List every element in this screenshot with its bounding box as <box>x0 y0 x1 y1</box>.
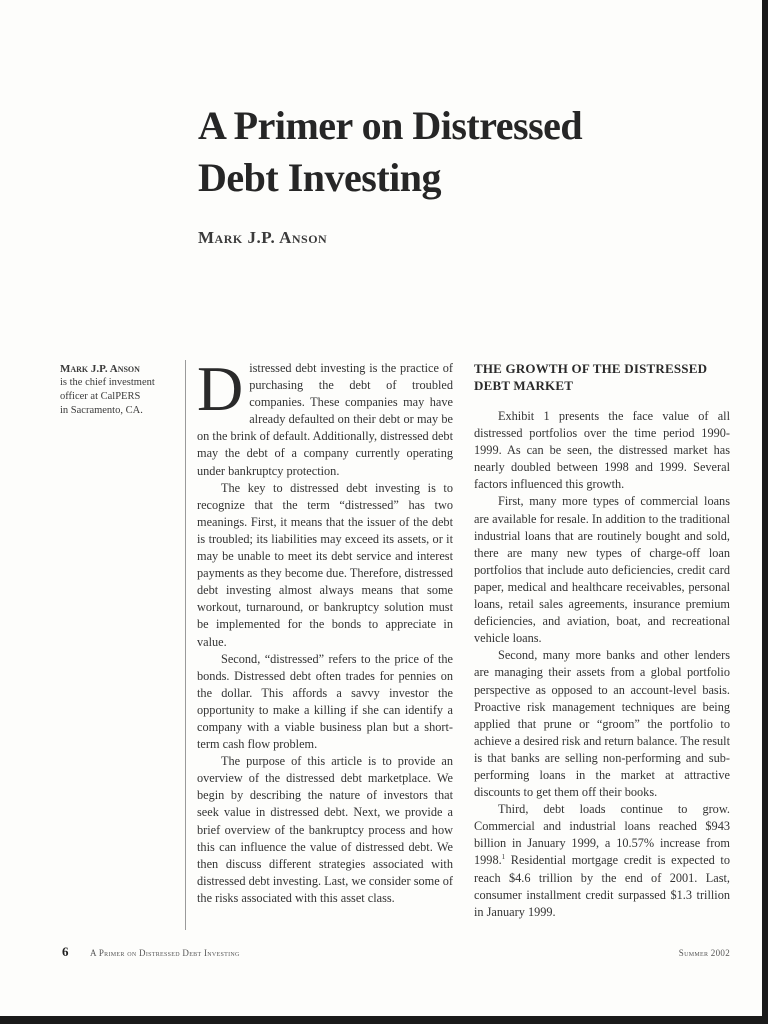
body-paragraph-text: Third, debt loads continue to grow. Commercial and industrial loans reached $943 billion in January 1999, a 10.57% increase from 1998. <box>474 802 730 868</box>
author-bio-line: officer at CalPERS <box>60 391 141 402</box>
footnote-marker[interactable]: 1 <box>501 853 506 862</box>
body-paragraph: Second, many more banks and other lenders are managing their assets from a global portfolio perspective as opposed to an account-level basis. Proactive risk management techniques are being applied that prune or “groom” the portfolio to achieve a desired risk and return balance. The result is that banks are selling non-performing and sub-performing loans in the market at attractive discounts to get them off their books. <box>474 648 730 800</box>
author-bio-name: Mark J.P. Anson <box>60 363 140 375</box>
running-title: A Primer on Distressed Debt Investing <box>90 948 240 958</box>
body-paragraph: First, many more types of commercial loans are available for resale. In addition to the traditional industrial loans that are routinely bought and sold, there are many new types of charge-off loan portfolios that include auto deficiencies, credit card paper, medical and healthcare receivables, personal loans, retail sales agreements, insurance premium deficiencies, and aviation, boat, and recreational vehicle loans. <box>474 494 730 646</box>
body-paragraph <box>474 801 730 921</box>
title-line-1: A Primer on Distressed <box>198 103 583 148</box>
body-paragraph-text: Residential mortgage credit is expected to reach $4.6 trillion by the end of 2001. Last, consumer installment credit surpassed $1.3 trillion in January 1999. <box>474 853 730 919</box>
body-paragraph: The purpose of this article is to provide an overview of the distressed debt marketplace. We begin by describing the nature of investors that seek value in distressed debt. Next, we provide a brief overview of the bankruptcy process and how this can influence the value of distressed debt. We then discuss different strategies associated with distressed debt investing. Last, we consider some of the risks associated with this asset class. <box>197 754 453 905</box>
author-byline: Mark J.P. Anson <box>198 228 328 247</box>
author-bio-line: in Sacramento, CA. <box>60 405 143 416</box>
author-bio <box>60 362 178 418</box>
title-line-2: Debt Investing <box>198 155 442 200</box>
page-number: 6 <box>62 944 69 959</box>
issue-label: Summer 2002 <box>678 948 730 958</box>
page-footer <box>62 946 732 962</box>
author-bio-line: is the chief investment <box>60 377 155 388</box>
title-block <box>198 100 718 248</box>
body-paragraph: The key to distressed debt investing is to recognize that the term “distressed” has two meanings. First, it means that the issuer of the debt is troubled; its liabilities may exceed its assets, or it may be unable to meet its debt service and interest payments as they become due. Therefore, distressed debt investing almost always means that some workout, turnaround, or bankruptcy solution must be implemented for the bonds to appreciate in value. <box>197 480 453 649</box>
drop-cap: D <box>197 353 244 424</box>
body-paragraph: Exhibit 1 presents the face value of all distressed portfolios over the time period 1990-1999. As can be seen, the distressed market has nearly doubled between 1998 and 1999. Several factors influenced this growth. <box>474 409 730 492</box>
column-divider <box>185 360 186 930</box>
body-column-right <box>474 360 730 921</box>
section-heading: THE GROWTH OF THE DISTRESSED DEBT MARKET <box>474 361 708 393</box>
body-paragraph-text: istressed debt investing is the practice of purchasing the debt of troubled companies. These companies may have already defaulted on their debt or may be on the brink of default. Additionally, distressed debt may the debt of a company currently operating under bankruptcy protection. <box>197 361 453 478</box>
article-title <box>198 100 718 204</box>
body-paragraph: Second, “distressed” refers to the price of the bonds. Distressed debt often trades for pennies on the dollar. This affords a savvy investor the opportunity to make a killing if she can identify a company with a viable business plan but a short-term cash flow problem. <box>197 651 453 752</box>
body-paragraph <box>197 353 453 480</box>
body-column-left <box>197 353 453 907</box>
